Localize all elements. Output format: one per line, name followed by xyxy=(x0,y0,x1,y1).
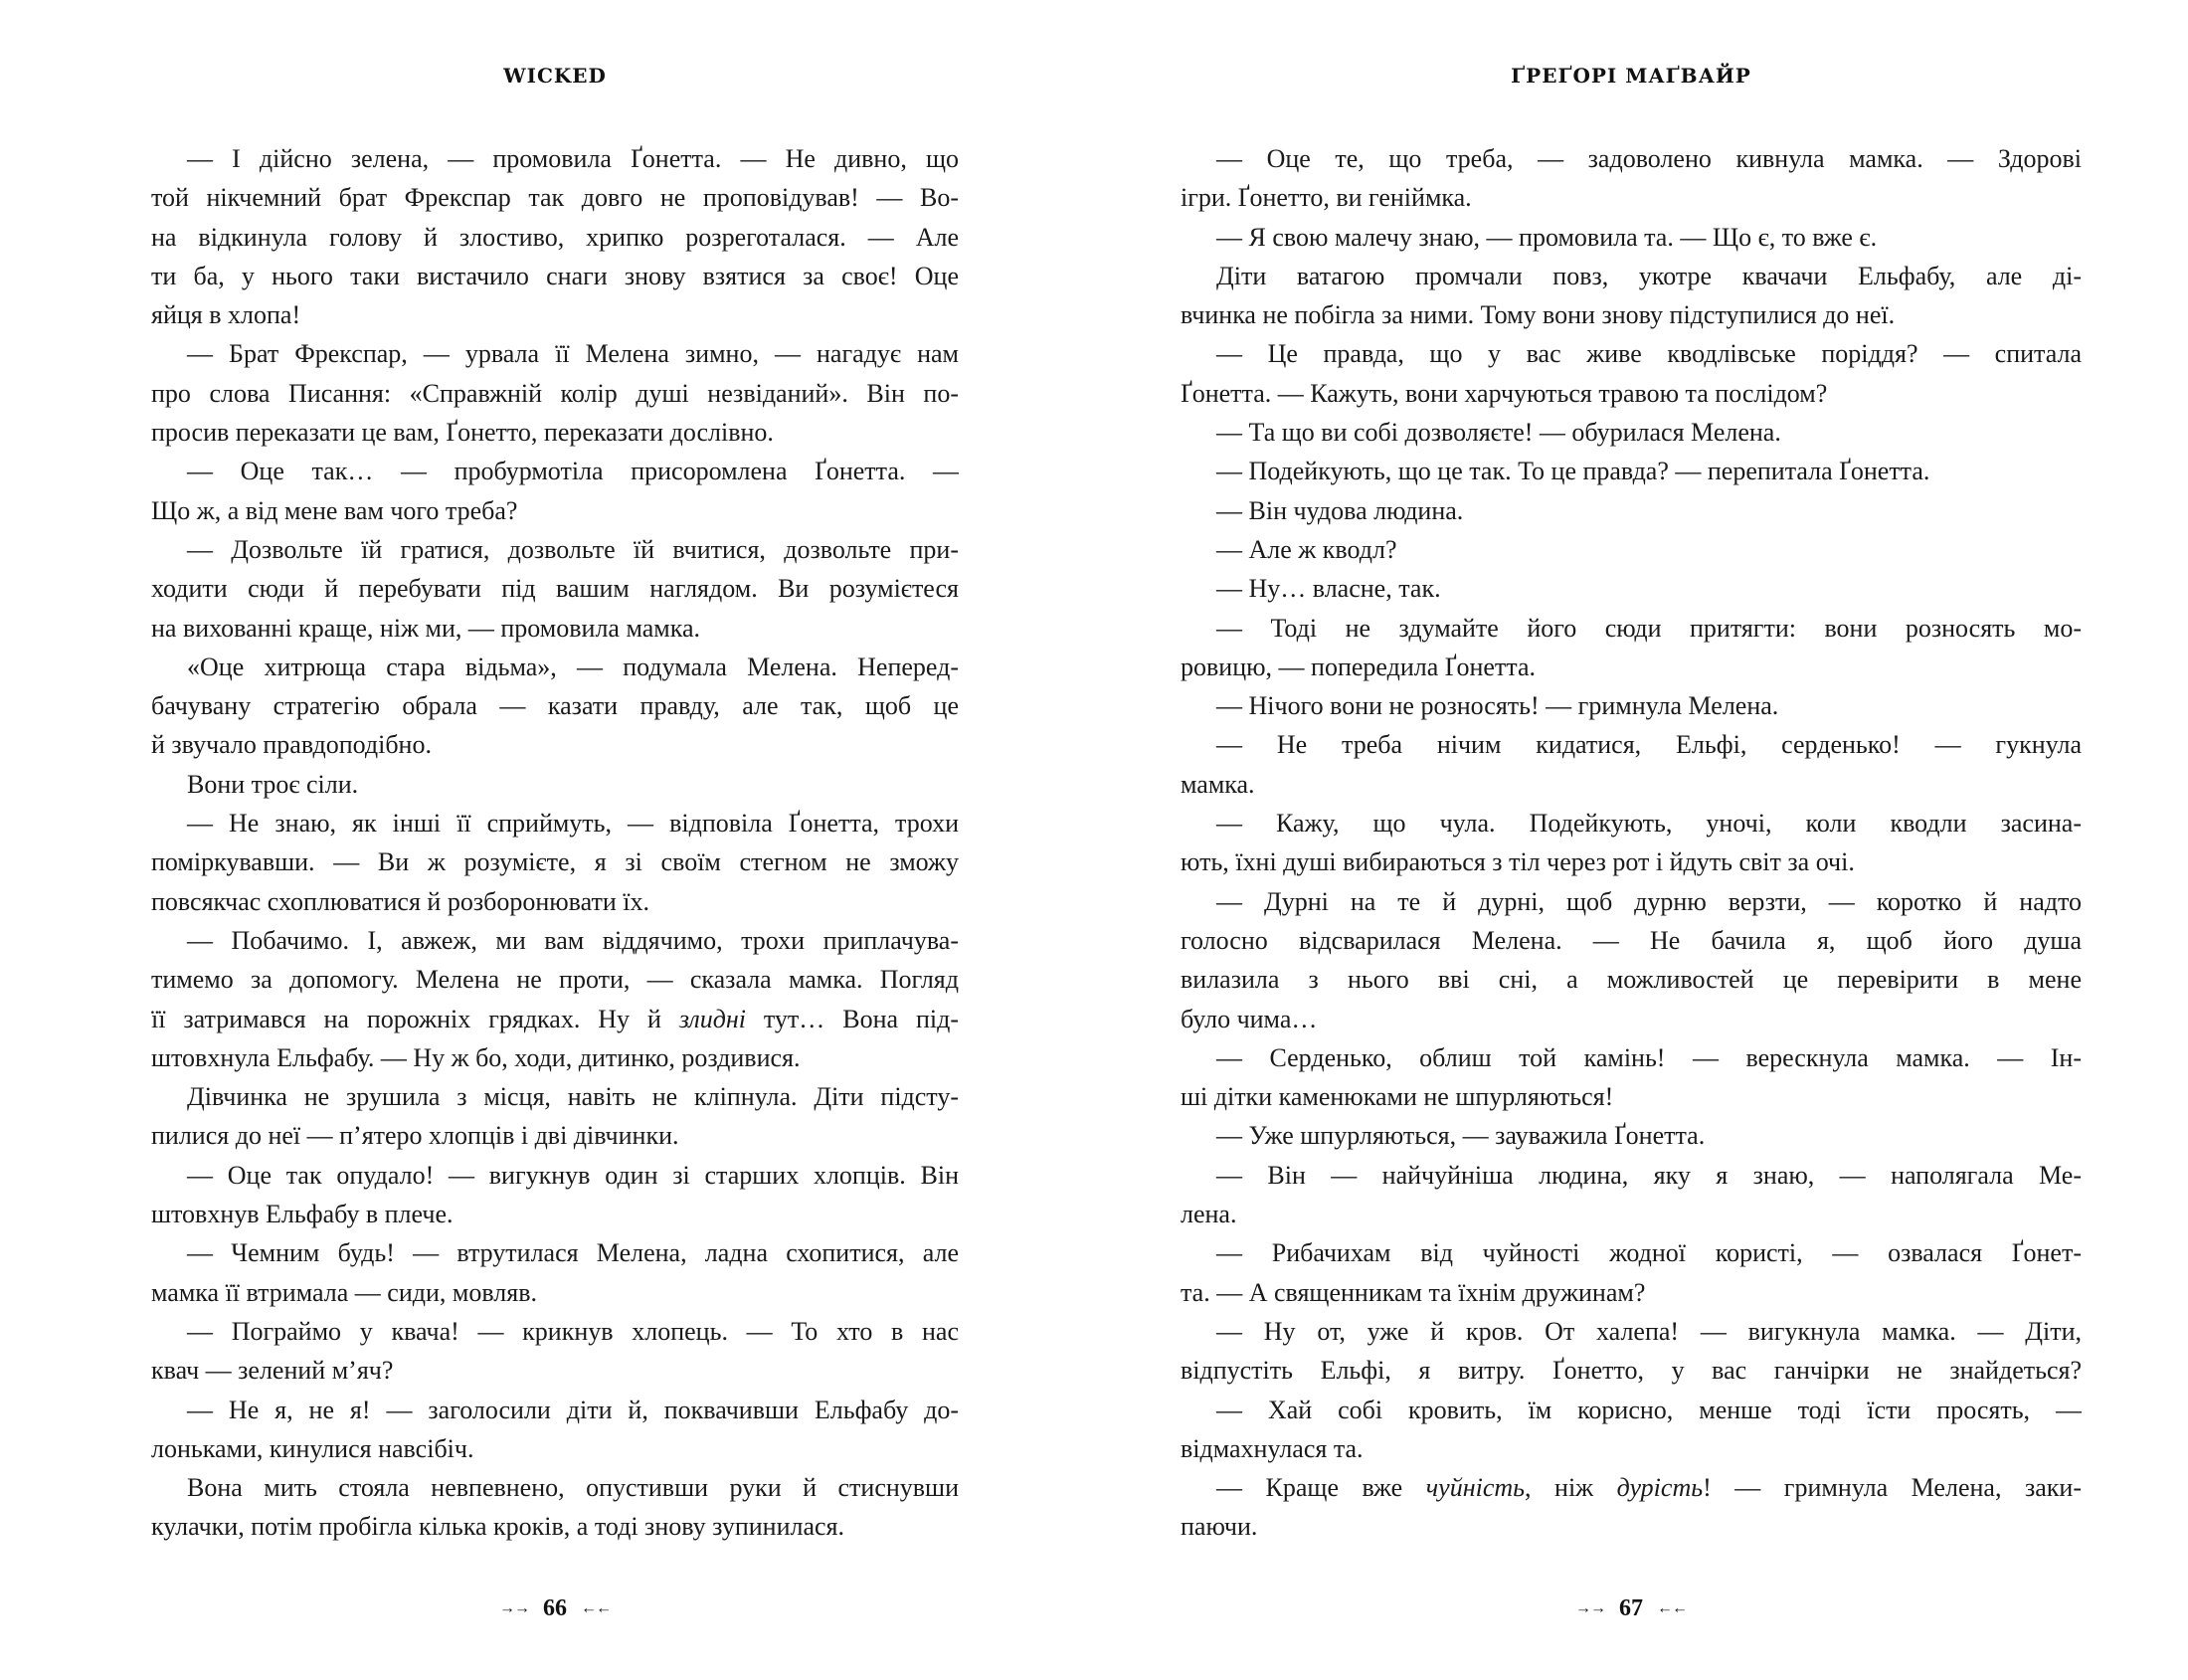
text-line: ігри. Ґонетто, ви геніймка. xyxy=(1181,183,1472,213)
text-line: на відкинула голову й злостиво, хрипко розреготалася. — Але xyxy=(151,222,959,252)
text-line: вчинка не побігла за ними. Тому вони знову підступилися до неї. xyxy=(1181,300,1896,330)
text-line: Вони троє сіли. xyxy=(187,769,359,799)
ornament-arrow-icon: ←← xyxy=(1657,1599,1687,1617)
text-line: — Хай собі кровить, їм корисно, менше тоді їсти просять, — xyxy=(1216,1395,2082,1424)
text-line: ровицю, — попередила Ґонетта. xyxy=(1181,652,1536,681)
text-line: пилися до неї — п’ятеро хлопців і дві дівчинки. xyxy=(151,1121,679,1151)
text-line: — Оце так опудало! — вигукнув один зі старших хлопців. Він xyxy=(187,1160,959,1190)
text-line: на вихованні краще, ніж ми, — промовила мамка. xyxy=(151,613,701,643)
text-line: та. — А священникам та їхнім дружинам? xyxy=(1181,1277,1646,1307)
text-line: — Ну… власне, так. xyxy=(1216,574,1441,604)
running-head-author: ҐРЕҐОРІ МАҐВАЙР xyxy=(1511,64,1751,88)
page-number: 66 xyxy=(543,1594,567,1621)
text-line: — Він — найчуйніша людина, яку я знаю, — наполягала Ме- xyxy=(1216,1160,2082,1190)
text-line: Дівчинка не зрушила з місця, навіть не кліпнула. Діти підсту- xyxy=(187,1082,959,1112)
text-line: — І дійсно зелена, — промовила Ґонетта. — Не дивно, що xyxy=(187,144,959,173)
text-line: — Дозвольте їй гратися, дозвольте їй вчитися, дозвольте при- xyxy=(187,534,959,564)
text-line: — Краще вже чуйність, ніж дурість! — гримнула Мелена, заки- xyxy=(1216,1473,2082,1503)
text-line: той нікчемний брат Фрекспар так довго не проповідував! — Во- xyxy=(151,183,959,213)
text-line: лена. xyxy=(1181,1200,1237,1229)
text-line: й звучало правдоподібно. xyxy=(151,730,432,760)
text-line: — Я свою малечу знаю, — промовила та. — Що є, то вже є. xyxy=(1216,222,1878,252)
text-line: — Це правда, що у вас живе кводлівське поріддя? — спитала xyxy=(1216,339,2082,369)
text-line: — Не треба нічим кидатися, Ельфі, серденько! — гукнула xyxy=(1216,730,2082,760)
text-line: — Дурні на те й дурні, щоб дурню верзти, — коротко й надто xyxy=(1216,886,2082,916)
text-line: — Оце те, що треба, — задоволено кивнула мамка. — Здорові xyxy=(1216,144,2082,173)
text-line: паючи. xyxy=(1181,1512,1258,1542)
text-line: штовхнув Ельфабу в плече. xyxy=(151,1200,454,1229)
text-line: було чима… xyxy=(1181,1004,1318,1033)
page-number-footer xyxy=(1181,1594,2082,1622)
text-line: — Він чудова людина. xyxy=(1216,495,1464,525)
text-line: ти ба, у нього таки вистачило снаги знову взятися за своє! Оце xyxy=(151,261,959,290)
right-page xyxy=(1181,0,2082,1680)
text-line: — Чемним будь! — втрутилася Мелена, ладна схопитися, але xyxy=(187,1238,959,1268)
text-line: поміркувавши. — Ви ж розумієте, я зі своїм стегном не зможу xyxy=(151,847,959,877)
text-line: ють, їхні душі вибираються з тіл через рот і йдуть світ за очі. xyxy=(1181,847,1855,877)
ornament-arrow-icon: →→ xyxy=(1575,1599,1605,1617)
text-line: — Пограймо у квача! — крикнув хлопець. — То хто в нас xyxy=(187,1316,959,1346)
text-line: Діти ватагою промчали повз, укотре квачачи Ельфабу, але ді- xyxy=(1216,261,2082,290)
text-line: відпустіть Ельфі, я витру. Ґонетто, у вас ганчірки не знайдеться? xyxy=(1181,1356,2082,1386)
text-line: — Та що ви собі дозволяєте! — обурилася Мелена. xyxy=(1216,418,1781,448)
text-line: — Ну от, уже й кров. От халепа! — вигукнула мамка. — Діти, xyxy=(1216,1316,2082,1346)
body-text xyxy=(1181,139,2082,1547)
text-line: повсякчас схоплюватися й розборонювати їх. xyxy=(151,886,649,916)
text-line: її затримався на порожніх грядках. Ну й злидні тут… Вона під- xyxy=(151,1004,959,1033)
body-text xyxy=(151,139,959,1547)
text-line: відмахнулася та. xyxy=(1181,1433,1364,1463)
running-head-title: WICKED xyxy=(503,64,607,88)
text-line: — Побачимо. І, авжеж, ми вам віддячимо, трохи приплачува- xyxy=(187,925,959,955)
text-line: голосно відсварилася Мелена. — Не бачила я, щоб його душа xyxy=(1181,925,2082,955)
text-line: штовхнула Ельфабу. — Ну ж бо, ходи, дитинко, роздивися. xyxy=(151,1042,801,1072)
text-line: просив переказати це вам, Ґонетто, переказати дослівно. xyxy=(151,418,774,448)
text-line: ші дітки каменюками не шпурляються! xyxy=(1181,1082,1614,1112)
text-line: — Серденько, облиш той камінь! — верескнула мамка. — Ін- xyxy=(1216,1042,2082,1072)
text-line: — Оце так… — пробурмотіла присоромлена Ґонетта. — xyxy=(187,457,959,486)
text-line: мамка її втримала — сиди, мовляв. xyxy=(151,1277,537,1307)
text-line: вилазила з нього вві сні, а можливостей це перевірити в мене xyxy=(1181,965,2082,995)
text-line: — Подейкують, що це так. То це правда? — перепитала Ґонетта. xyxy=(1216,457,1930,486)
text-line: кулачки, потім пробігла кілька кроків, а тоді знову зупинилася. xyxy=(151,1512,845,1542)
text-line: — Рибачихам від чуйності жодної користі, — озвалася Ґонет- xyxy=(1216,1238,2082,1268)
left-page xyxy=(151,0,959,1680)
page-number: 67 xyxy=(1619,1594,1643,1621)
ornament-arrow-icon: →→ xyxy=(499,1599,529,1617)
ornament-arrow-icon: ←← xyxy=(581,1599,611,1617)
text-line: яйця в хлопа! xyxy=(151,300,301,330)
text-line: квач — зелений м’яч? xyxy=(151,1356,394,1386)
text-line: про слова Писання: «Справжній колір душі незвіданий». Він по- xyxy=(151,378,959,408)
page-number-footer xyxy=(151,1594,959,1622)
text-line: — Не я, не я! — заголосили діти й, поквачивши Ельфабу до- xyxy=(187,1395,959,1424)
text-line: Вона мить стояла невпевнено, опустивши руки й стиснувши xyxy=(187,1473,959,1503)
text-line: ходити сюди й перебувати під вашим наглядом. Ви розумієтеся xyxy=(151,574,959,604)
text-line: — Уже шпурляються, — зауважила Ґонетта. xyxy=(1216,1121,1706,1151)
text-line: — Брат Фрекспар, — урвала її Мелена зимно, — нагадує нам xyxy=(187,339,959,369)
text-line: — Але ж кводл? xyxy=(1216,534,1397,564)
text-line: «Оце хитрюща стара відьма», — подумала Мелена. Неперед- xyxy=(187,652,959,681)
text-line: — Тоді не здумайте його сюди притягти: вони розносять мо- xyxy=(1216,613,2082,643)
text-line: лоньками, кинулися навсібіч. xyxy=(151,1433,474,1463)
text-line: Ґонетта. — Кажуть, вони харчуються травою та послідом? xyxy=(1181,378,1828,408)
text-line: — Нічого вони не розносять! — гримнула Мелена. xyxy=(1216,691,1779,721)
text-line: бачувану стратегію обрала — казати правду, але так, щоб це xyxy=(151,691,959,721)
text-line: — Не знаю, як інші її сприймуть, — відповіла Ґонетта, трохи xyxy=(187,809,959,839)
text-line: — Кажу, що чула. Подейкують, уночі, коли кводли засина- xyxy=(1216,809,2082,839)
text-line: Що ж, а від мене вам чого треба? xyxy=(151,495,518,525)
text-line: тимемо за допомогу. Мелена не проти, — сказала мамка. Погляд xyxy=(151,965,959,995)
text-line: мамка. xyxy=(1181,769,1255,799)
